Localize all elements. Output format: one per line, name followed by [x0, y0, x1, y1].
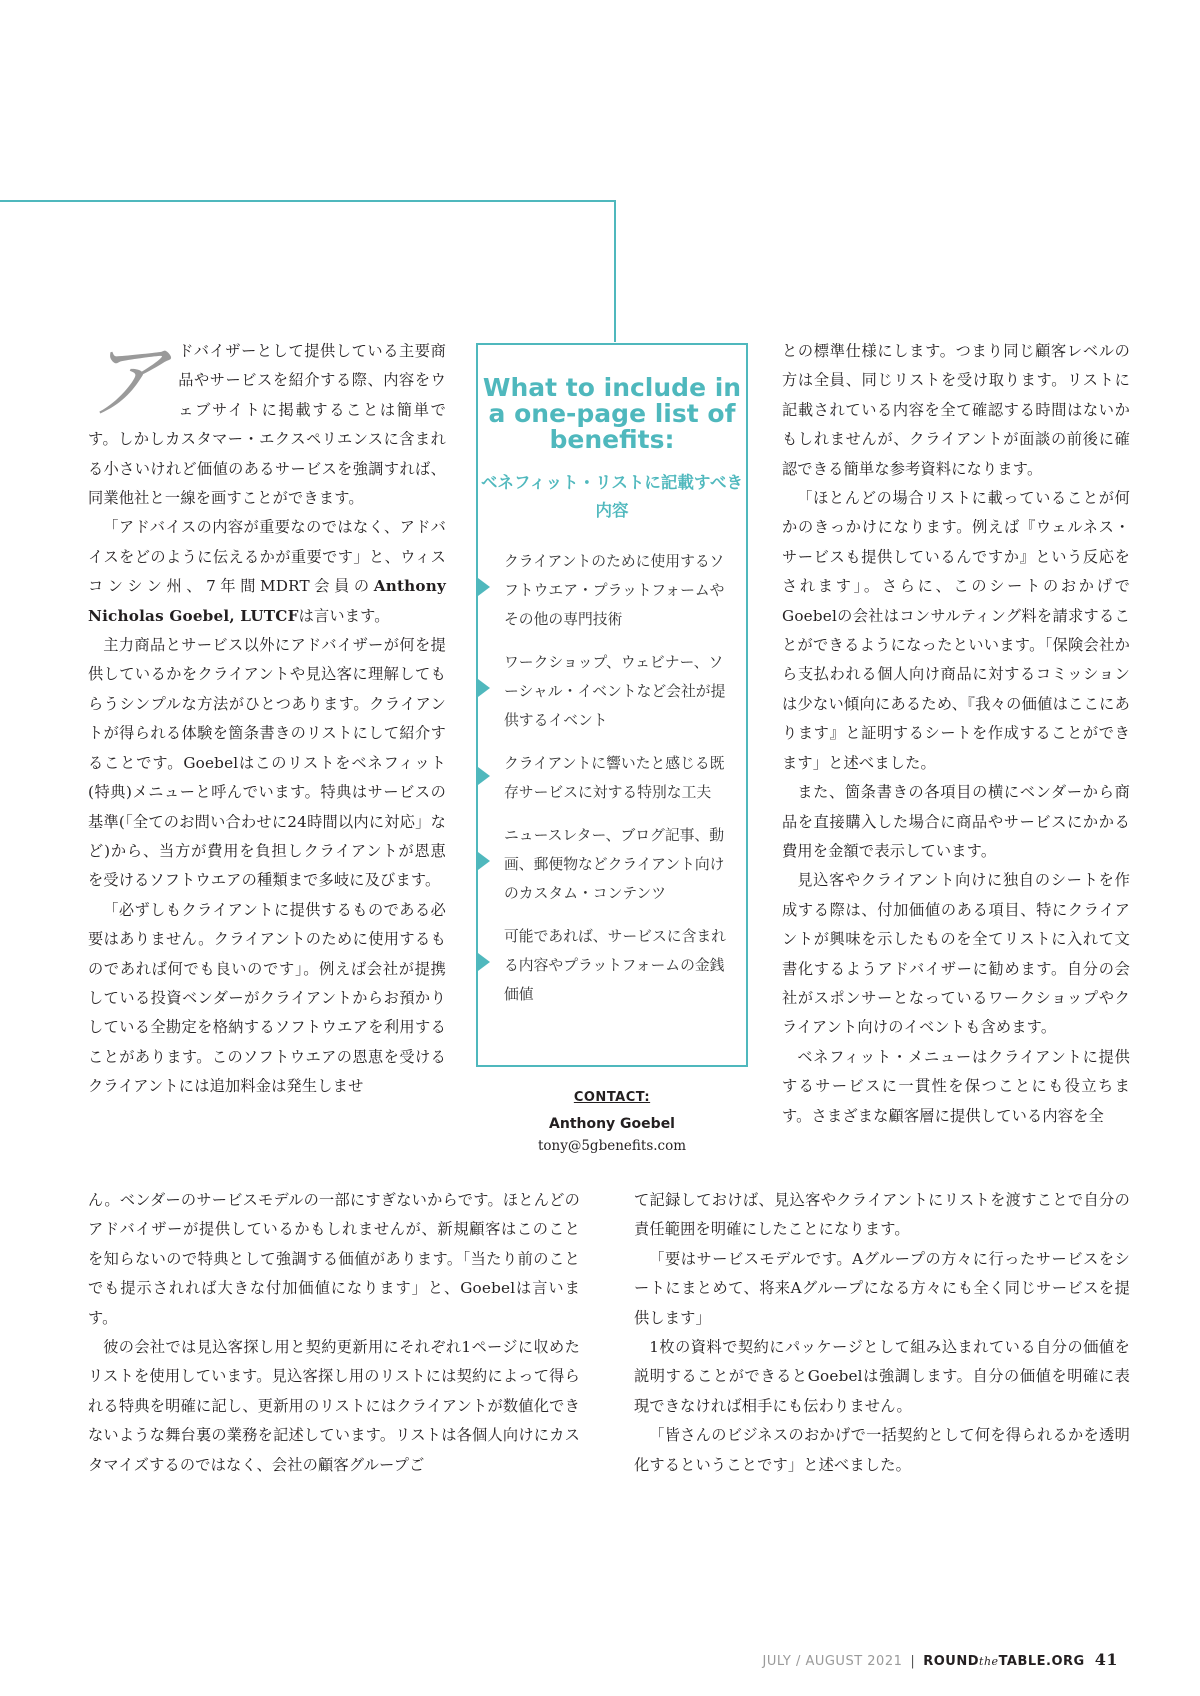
article-paragraph: 「皆さんのビジネスのおかげで一括契約として何を得られるかを透明化するということです」と述べました。 [634, 1426, 1130, 1474]
page-footer [763, 1650, 1119, 1669]
triangle-bullet-icon [478, 679, 490, 697]
list-item-text: ニュースレター、ブログ記事、動画、郵便物などクライアント向けのカスタム・コンテンツ [504, 827, 725, 902]
sidebar-list [478, 547, 746, 1009]
article-column-2 [782, 337, 1130, 1131]
triangle-bullet-icon [478, 767, 490, 785]
drop-cap: ア [84, 332, 169, 430]
article-bottom-left [88, 1186, 580, 1480]
article-paragraph: 「必ずしもクライアントに提供するものである必要はありません。クライアントのために使用するものであれば何でも良いのです」。例えば会社が提携している投資ベンダーがクライアントからお預かりしている全勘定を格納するソフトウエアを利用することがあります。このソフトウエアの恩恵を受けるクライアントには追加料金は発生しませ [88, 900, 446, 1096]
article-paragraph [84, 332, 446, 513]
paragraph-text: 「アドバイスの内容が重要なのではなく、アドバイスをどのように伝えるかが重要です」と、ウィスコンシン州、7年間MDRT会員の [88, 518, 446, 596]
article-paragraph: 1枚の資料で契約にパッケージとして組み込まれている自分の価値を説明することができるとGoebelは強調します。自分の価値を明確に表現できなければ相手にも伝わりません。 [634, 1338, 1130, 1415]
article-column-1 [84, 332, 446, 1102]
sidebar-subtitle: ベネフィット・リストに記載すべき内容 [480, 473, 744, 520]
article-paragraph: ベネフィット・メニューはクライアントに提供するサービスに一貫性を保つことにも役立ちます。さまざまな顧客層に提供している内容を全 [782, 1047, 1130, 1125]
page-number: 41 [1094, 1650, 1118, 1669]
list-item [504, 749, 732, 807]
article-paragraph: 見込客やクライアント向けに独自のシートを作成する際は、付加価値のある項目、特にクライアントが興味を示したものを全てリストに入れて文書化するようアドバイザーに勧めます。自分の会社がスポンサーとなっているワークショップやクライアント向けのイベントも含めます。 [782, 871, 1130, 1037]
article-paragraph: て記録しておけば、見込客やクライアントにリストを渡すことで自分の責任範囲を明確にしたことになります。 [634, 1191, 1130, 1239]
contact-email: tony@5gbenefits.com [537, 1138, 687, 1154]
brand-table: TABLE.ORG [998, 1654, 1085, 1669]
member-name: Anthony Nicholas Goebel, LUTCF [88, 577, 446, 625]
contact-heading: CONTACT: [573, 1090, 651, 1105]
article-paragraph: 「要はサービスモデルです。Aグループの方々に行ったサービスをシートにまとめて、将来Aグループになる方々にも全く同じサービスを提供します」 [634, 1249, 1130, 1327]
list-item [504, 922, 732, 1009]
paragraph-text: は言います。 [298, 606, 390, 625]
list-item-text: クライアントのために使用するソフトウエア・プラットフォームやその他の専門技術 [504, 553, 725, 628]
list-item-text: 可能であれば、サービスに含まれる内容やプラットフォームの金銭価値 [504, 928, 726, 1003]
list-item [504, 547, 732, 634]
contact-block [476, 1090, 748, 1157]
brand-round: ROUND [923, 1654, 980, 1669]
list-item-text: クライアントに響いたと感じる既存サービスに対する特別な工夫 [504, 755, 725, 801]
article-paragraph: 彼の会社では見込客探し用と契約更新用にそれぞれ1ページに収めたリストを使用しています。見込客探し用のリストには契約によって得られる特典を明確に記し、更新用のリストにはクライアントが数値化できないような舞台裏の業務を記述しています。リストは各個人向けにカスタマイズするのではなく、会社の顧客グループご [88, 1338, 580, 1474]
article-paragraph: 主力商品とサービス以外にアドバイザーが何を提供しているかをクライアントや見込客に理解してもらうシンプルな方法がひとつあります。クライアントが得られる体験を箇条書きのリストにして紹介することです。Goebelはこのリストをベネフィット(特典)メニューと呼んでいます。特典はサービスの基準(「全てのお問い合わせに24時間以内に対応」など)から、当方が費用を負担しクライアントが恩恵を受けるソフトウエアの種類まで多岐に及びます。 [88, 636, 446, 890]
list-item [504, 648, 732, 735]
article-paragraph: との標準仕様にします。つまり同じ顧客レベルの方は全員、同じリストを受け取ります。リストに記載されている内容を全て確認する時間はないかもしれませんが、クライアントが面談の前後に確認できる簡単な参考資料になります。 [782, 342, 1130, 478]
article-paragraph: 「ほとんどの場合リストに載っていることが何かのきっかけになります。例えば『ウェルネス・サービスも提供しているんですか』という反応をされます」。さらに、このシートのおかげでGoebelの会社はコンサルティング料を請求することができるようになったといいます。「保険会社から支払われる個人向け商品に対するコミッションは少ない傾向にあるため、『我々の価値はここにあります』と証明するシートを作成することができます」と述べました。 [782, 489, 1130, 772]
list-item-text: ワークショップ、ウェビナー、ソーシャル・イベントなど会社が提供するイベント [504, 654, 726, 729]
publication-link[interactable] [923, 1654, 1084, 1669]
triangle-bullet-icon [478, 852, 490, 870]
paragraph-text: ドバイザーとして提供している主要商品やサービスを紹介する際、内容をウェブサイトに掲載することは簡単です。しかしカスタマー・エクスペリエンスに含まれる小さいけれど価値のあるサービスを強調すれば、同業他社と一線を画すことができます。 [88, 342, 446, 508]
sidebar-title: What to include in a one-page list of benefits: [482, 373, 742, 454]
list-item [504, 821, 732, 908]
accent-rule-vertical [614, 200, 616, 342]
brand-the: the [979, 1655, 999, 1668]
article-paragraph: また、箇条書きの各項目の横にベンダーから商品を直接購入した場合に商品やサービスにかかる費用を金額で表示しています。 [782, 783, 1130, 860]
benefits-sidebar [476, 343, 748, 1067]
contact-name: Anthony Goebel [549, 1116, 675, 1132]
article-paragraph: ん。ベンダーのサービスモデルの一部にすぎないからです。ほとんどのアドバイザーが提供しているかもしれませんが、新規顧客はこのことを知らないので特典として強調する価値があります。「当たり前のことでも提示されれば大きな付加価値になります」と、Goebelは言います。 [88, 1191, 580, 1327]
accent-rule-horizontal [0, 200, 616, 202]
triangle-bullet-icon [478, 578, 490, 596]
footer-separator: | [910, 1654, 916, 1669]
triangle-bullet-icon [478, 953, 490, 971]
article-paragraph [88, 513, 446, 631]
issue-date: JULY / AUGUST 2021 [762, 1654, 903, 1669]
article-bottom-right [634, 1186, 1130, 1480]
